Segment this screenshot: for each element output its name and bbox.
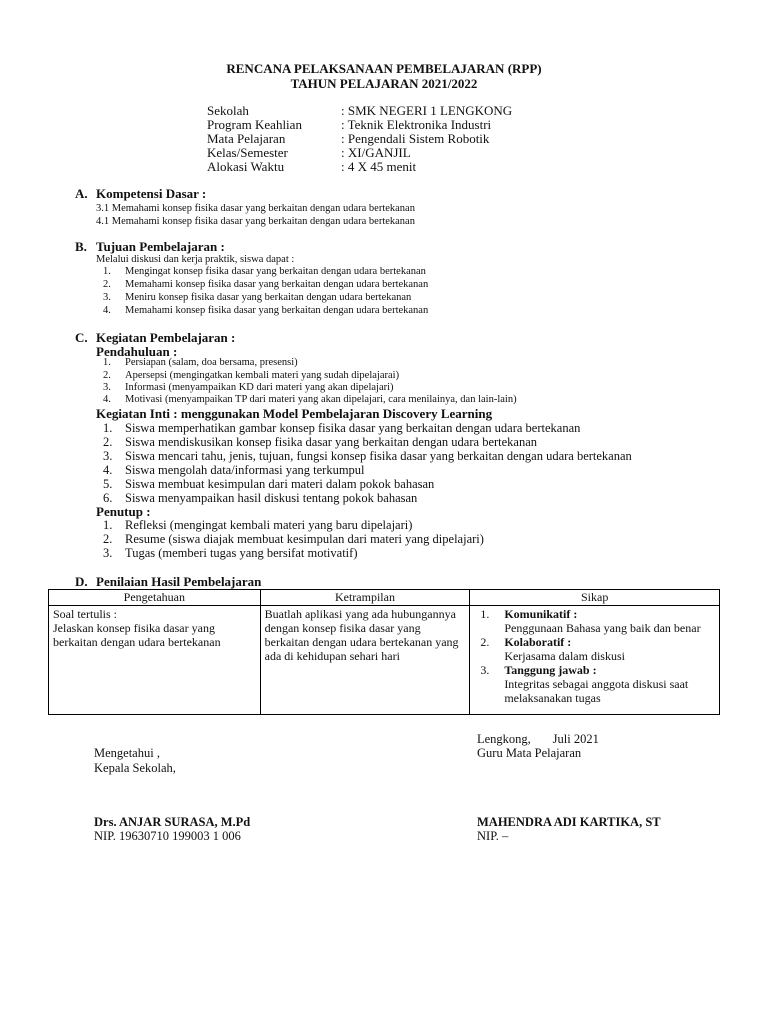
assessment-table [48,589,720,715]
attitude-item [480,635,715,663]
identity-label: Kelas/Semester [207,145,288,160]
list-number: 1. [480,607,490,621]
identity-value: : Pengendali Sistem Robotik [341,131,490,146]
written-test-question: Jelaskan konsep fisika dasar yang berkaitan dengan udara bertekanan [53,621,221,649]
objective-item: Memahami konsep fisika dasar yang berkaitan dengan udara bertekanan [125,305,429,316]
attitude-item [480,663,715,705]
attitude-description: Kerjasama dalam diskusi [504,649,625,663]
attitude-item [480,607,715,635]
identity-value: : XI/GANJIL [341,145,411,160]
teacher-role: Guru Mata Pelajaran [477,746,582,760]
inti-item: Siswa mencari tahu, jenis, tujuan, fungsi konsep fisika dasar yang berkaitan dengan udara bertekanan [125,449,632,463]
document-title: RENCANA PELAKSANAAN PEMBELAJARAN (RPP) [226,61,542,76]
section-a-heading: Kompetensi Dasar : [96,186,207,201]
list-number: 4. [103,463,113,477]
list-number: 6. [103,491,113,505]
section-b-marker: B. [75,239,87,254]
identity-value: : 4 X 45 menit [341,159,417,174]
section-c-heading: Kegiatan Pembelajaran : [96,330,236,345]
list-number: 2. [480,635,490,649]
written-test-label: Soal tertulis : [53,607,117,621]
penutup-item: Refleksi (mengingat kembali materi yang baru dipelajari) [125,518,413,532]
penutup-item: Tugas (memberi tugas yang bersifat motivatif) [125,546,358,560]
attitude-title: Tanggung jawab : [504,663,597,677]
list-number: 4. [103,305,111,316]
principal-nip: NIP. 19630710 199003 1 006 [94,829,241,843]
list-number: 2. [103,279,111,290]
kegiatan-inti-heading: Kegiatan Inti : menggunakan Model Pembelajaran Discovery Learning [96,406,493,421]
list-number: 2. [103,532,113,546]
identity-label: Program Keahlian [207,117,302,132]
list-number: 1. [103,421,113,435]
attitude-description: Penggunaan Bahasa yang baik dan benar [504,621,701,635]
inti-item: Siswa menyampaikan hasil diskusi tentang pokok bahasan [125,491,418,505]
list-number: 2. [103,370,111,381]
section-c-marker: C. [75,330,88,345]
penutup-item: Resume (siswa diajak membuat kesimpulan dari materi yang dipelajari) [125,532,484,546]
list-number: 3. [103,449,113,463]
pendahuluan-item: Apersepsi (mengingatkan kembali materi yang sudah dipelajarai) [125,370,400,381]
objective-intro: Melalui diskusi dan kerja praktik, siswa dapat : [96,254,295,265]
section-b-heading: Tujuan Pembelajaran : [96,239,225,254]
column-header-pengetahuan: Pengetahuan [49,590,261,606]
list-number: 2. [103,435,113,449]
list-number: 3. [103,292,111,303]
attitude-description: Integritas sebagai anggota diskusi saat melaksanakan tugas [504,677,689,705]
identity-label: Mata Pelajaran [207,131,286,146]
list-number: 3. [480,663,490,677]
section-d-heading: Penilaian Hasil Pembelajaran [96,574,262,589]
competency-item: 3.1 Memahami konsep fisika dasar yang berkaitan dengan udara bertekanan [96,203,415,214]
pendahuluan-item: Persiapan (salam, doa bersama, presensi) [125,357,298,368]
sikap-cell [470,606,720,715]
list-number: 4. [103,394,111,405]
list-number: 5. [103,477,113,491]
acknowledged-label: Mengetahui , [94,746,160,760]
attitude-title: Komunikatif : [504,607,578,621]
section-d-marker: D. [75,574,88,589]
section-a-marker: A. [75,186,88,201]
inti-item: Siswa mendiskusikan konsep fisika dasar yang berkaitan dengan udara bertekanan [125,435,538,449]
list-number: 1. [103,357,111,368]
objective-item: Mengingat konsep fisika dasar yang berkaitan dengan udara bertekanan [125,266,426,277]
identity-label: Alokasi Waktu [207,159,285,174]
pengetahuan-cell [49,606,261,715]
table-header-row [49,590,720,606]
inti-item: Siswa membuat kesimpulan dari materi dalam pokok bahasan [125,477,435,491]
list-number: 3. [103,546,113,560]
table-row [49,606,720,715]
teacher-nip: NIP. – [477,829,509,843]
inti-item: Siswa memperhatikan gambar konsep fisika dasar yang berkaitan dengan udara bertekanan [125,421,581,435]
column-header-ketrampilan: Ketrampilan [260,590,470,606]
place-date: Lengkong, Juli 2021 [477,732,599,746]
ketrampilan-cell [260,606,470,715]
identity-value: : Teknik Elektronika Industri [341,117,492,132]
teacher-name: MAHENDRA ADI KARTIKA, ST [477,815,661,829]
attitude-title: Kolaboratif : [504,635,572,649]
identity-label: Sekolah [207,103,249,118]
inti-item: Siswa mengolah data/informasi yang terkumpul [125,463,365,477]
academic-year: TAHUN PELAJARAN 2021/2022 [290,76,478,91]
pendahuluan-item: Informasi (menyampaikan KD dari materi yang akan dipelajari) [125,382,394,393]
pendahuluan-heading: Pendahuluan : [96,344,178,359]
identity-value: : SMK NEGERI 1 LENGKONG [341,103,513,118]
column-header-sikap: Sikap [470,590,720,606]
pendahuluan-item: Motivasi (menyampaikan TP dari materi yang akan dipelajari, cara menilainya, dan lain-lain) [125,394,517,405]
objective-item: Memahami konsep fisika dasar yang berkaitan dengan udara bertekanan [125,279,429,290]
list-number: 1. [103,266,111,277]
list-number: 3. [103,382,111,393]
principal-role: Kepala Sekolah, [94,761,176,775]
competency-item: 4.1 Memahami konsep fisika dasar yang berkaitan dengan udara bertekanan [96,216,415,227]
list-number: 1. [103,518,113,532]
skill-task: Buatlah aplikasi yang ada hubungannya dengan konsep fisika dasar yang berkaitan dengan udara bertekanan yang ada di kehidupan sehari hari [264,607,459,663]
penutup-heading: Penutup : [96,504,151,519]
principal-name: Drs. ANJAR SURASA, M.Pd [94,815,251,829]
objective-item: Meniru konsep fisika dasar yang berkaitan dengan udara bertekanan [125,292,412,303]
